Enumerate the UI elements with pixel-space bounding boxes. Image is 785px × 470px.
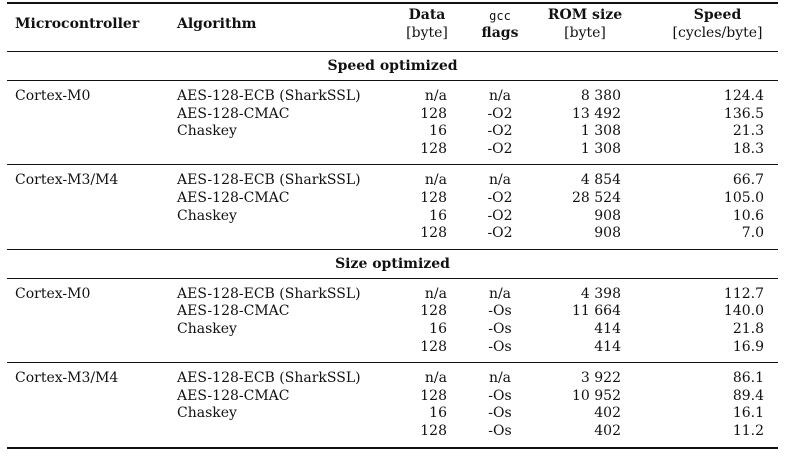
header-data-line2: [byte] <box>406 25 448 41</box>
cell-data: n/a <box>424 88 447 104</box>
section-rule <box>7 278 778 279</box>
cell-flags: -Os <box>488 405 512 422</box>
cell-rom: 414 <box>594 321 621 337</box>
cell-speed: 16.1 <box>732 405 764 422</box>
cell-data: 16 <box>429 321 447 337</box>
cell-algorithm: AES-128-CMAC <box>177 387 290 404</box>
cell-data: 128 <box>420 387 447 404</box>
header-speed-line1: Speed <box>693 7 742 23</box>
cell-data: n/a <box>424 285 447 302</box>
cell-speed: 112.7 <box>723 285 764 302</box>
cell-flags: -O2 <box>487 123 513 140</box>
cell-algorithm: AES-128-CMAC <box>177 105 290 122</box>
header-microcontroller: Microcontroller <box>15 16 140 32</box>
cell-rom: 402 <box>594 423 621 439</box>
cell-speed: 66.7 <box>732 172 764 189</box>
cell-flags: -O2 <box>487 140 513 157</box>
cell-speed: 7.0 <box>741 225 764 242</box>
section-title: Speed optimized <box>327 58 458 74</box>
bottom-rule <box>7 447 778 449</box>
cell-flags: n/a <box>488 88 512 104</box>
cell-data: 128 <box>420 105 447 122</box>
cell-rom: 28 524 <box>572 190 621 206</box>
cell-speed: 140.0 <box>723 303 764 320</box>
cell-speed: 86.1 <box>732 370 764 387</box>
cell-data: 128 <box>420 140 447 157</box>
cell-algorithm: AES-128-ECB (SharkSSL) <box>177 285 361 302</box>
cell-rom: 11 664 <box>572 303 621 320</box>
cell-rom: 8 380 <box>580 88 621 104</box>
cell-rom: 4 398 <box>580 285 621 302</box>
cell-data: 16 <box>429 405 447 422</box>
top-rule <box>7 2 778 4</box>
cell-algorithm: AES-128-CMAC <box>177 190 290 206</box>
cell-rom: 3 922 <box>580 370 621 387</box>
cell-flags: -Os <box>488 303 512 320</box>
group-rule <box>7 249 778 250</box>
cell-data: 128 <box>420 225 447 242</box>
header-rom-line2: [byte] <box>564 25 606 41</box>
cell-data: n/a <box>424 172 447 189</box>
cell-algorithm: Chaskey <box>177 405 237 422</box>
section-rule <box>7 80 778 81</box>
cell-rom: 4 854 <box>580 172 621 189</box>
cell-algorithm: Chaskey <box>177 123 237 140</box>
cell-algorithm: AES-128-ECB (SharkSSL) <box>177 88 361 104</box>
cell-rom: 402 <box>594 405 621 422</box>
cell-rom: 10 952 <box>572 387 621 404</box>
cell-speed: 105.0 <box>723 190 764 206</box>
cell-algorithm: Chaskey <box>177 321 237 337</box>
cell-data: 16 <box>429 207 447 224</box>
cell-flags: -O2 <box>487 207 513 224</box>
cell-speed: 136.5 <box>723 105 764 122</box>
cell-algorithm: AES-128-ECB (SharkSSL) <box>177 370 361 387</box>
cell-rom: 414 <box>594 338 621 355</box>
cell-speed: 89.4 <box>732 387 764 404</box>
cell-flags: n/a <box>488 172 512 189</box>
cell-speed: 124.4 <box>723 88 764 104</box>
header-rom-line1: ROM size <box>547 7 623 23</box>
cell-algorithm: AES-128-ECB (SharkSSL) <box>177 172 361 189</box>
group-rule <box>7 164 778 165</box>
cell-algorithm: AES-128-CMAC <box>177 303 290 320</box>
cell-flags: -Os <box>488 387 512 404</box>
cell-flags: -Os <box>488 423 512 439</box>
cell-rom: 908 <box>594 207 621 224</box>
header-gcc: gcc <box>489 9 511 23</box>
cell-rom: 908 <box>594 225 621 242</box>
cell-data: 128 <box>420 303 447 320</box>
cell-rom: 1 308 <box>580 123 621 140</box>
cell-speed: 21.8 <box>732 321 764 337</box>
cell-flags: -O2 <box>487 190 513 206</box>
cell-rom: 13 492 <box>572 105 621 122</box>
cell-data: 128 <box>420 423 447 439</box>
cell-flags: -O2 <box>487 105 513 122</box>
cell-flags: -Os <box>488 338 512 355</box>
cell-speed: 16.9 <box>732 338 764 355</box>
cell-data: n/a <box>424 370 447 387</box>
cell-flags: n/a <box>488 370 512 387</box>
cell-microcontroller: Cortex-M3/M4 <box>15 370 119 387</box>
section-title: Size optimized <box>335 255 450 272</box>
cell-microcontroller: Cortex-M0 <box>15 285 91 302</box>
cell-flags: -O2 <box>487 225 513 242</box>
cell-data: 128 <box>420 338 447 355</box>
cell-speed: 10.6 <box>732 207 764 224</box>
cell-flags: -Os <box>488 321 512 337</box>
header-data-line1: Data <box>408 7 446 23</box>
header-speed-line2: [cycles/byte] <box>672 25 763 41</box>
group-rule <box>7 362 778 363</box>
cell-microcontroller: Cortex-M3/M4 <box>15 172 119 189</box>
cell-rom: 1 308 <box>580 140 621 157</box>
cell-speed: 21.3 <box>732 123 764 140</box>
cell-data: 16 <box>429 123 447 140</box>
header-flags: flags <box>481 25 519 41</box>
cell-speed: 18.3 <box>732 140 764 157</box>
cell-microcontroller: Cortex-M0 <box>15 88 91 104</box>
cell-data: 128 <box>420 190 447 206</box>
header-algorithm: Algorithm <box>177 16 257 32</box>
header-rule <box>7 51 778 52</box>
cell-speed: 11.2 <box>732 423 764 439</box>
cell-algorithm: Chaskey <box>177 207 237 224</box>
cell-flags: n/a <box>488 285 512 302</box>
